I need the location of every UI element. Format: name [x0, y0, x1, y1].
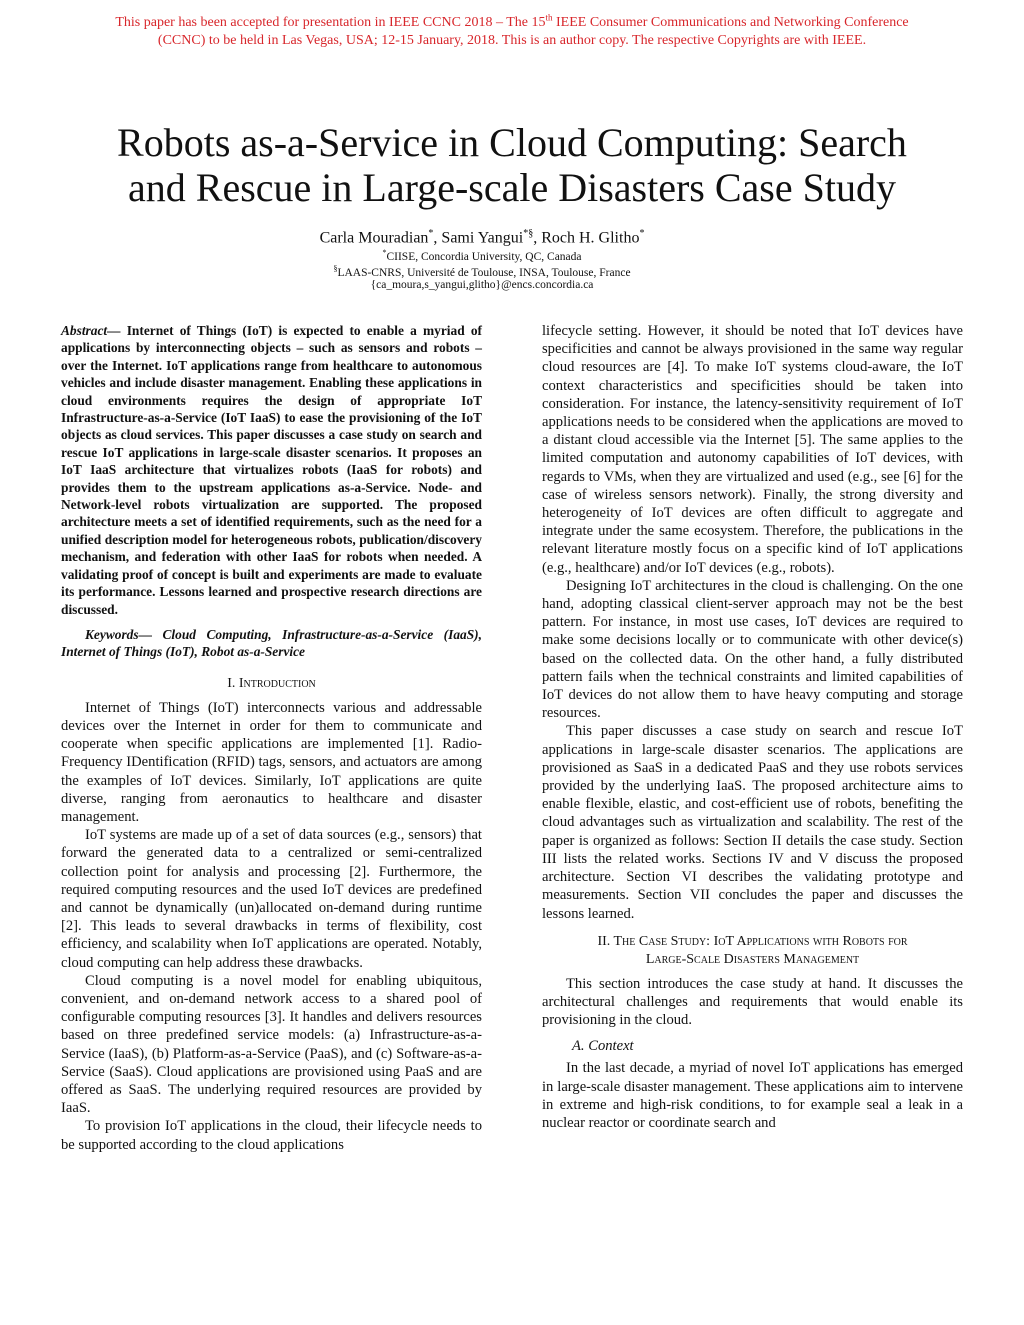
conference-notice — [0, 14, 1024, 50]
subsection-context-heading: A. Context — [572, 1038, 634, 1055]
affiliation-1-text: CIISE, Concordia University, QC, Canada — [386, 250, 582, 263]
section-1-heading: I. Introduction — [227, 675, 316, 691]
notice-superscript: th — [545, 12, 553, 23]
section-2-heading-line-1: II. The Case Study: IoT Applications with Robots for — [597, 933, 908, 949]
right-column — [542, 322, 963, 1132]
author-1-mark: * — [428, 228, 434, 239]
affiliation-1-mark: * — [382, 248, 387, 257]
abstract-text: Internet of Things (IoT) is expected to enable a myriad of applications by interconnecting objects – such as sensors and robots – over the Internet. IoT applications range from healthcare to autonomous vehicles and include disaster management. Enabling these applications in cloud environments requires the design of appropriate IoT Infrastructure-as-a-Service (IoT IaaS) to ease the provisioning of the IoT objects as cloud services. This paper discusses a case study on search and rescue IoT applications in large-scale disaster scenarios. It proposes an IoT IaaS architecture that virtualizes robots (IaaS for robots) and provides them to the upstream applications as-a-Service. Node- and Network-level robots virtualization are supported. The proposed architecture meets a set of identified requirements, such as the need for a unified description model for heterogeneous robots, publication/discovery mechanism, and federation with other IaaS for robots when needed. A validating proof of concept is built and experiments are made to evaluate its performance. Lessons learned and prospective research directions are discussed. — [61, 323, 482, 617]
author-3-mark: * — [639, 228, 645, 239]
notice-line-1-end: IEEE Consumer Communications and Networking Conference — [552, 15, 909, 30]
affiliation-2-text: LAAS-CNRS, Université de Toulouse, INSA, Toulouse, France — [337, 266, 631, 279]
intro-paragraph-6: This paper discusses a case study on search and rescue IoT applications in large-scale disaster scenarios. The applications are provisioned as SaaS in a dedicated PaaS and they use robots services provided by the underlying IaaS. The proposed architecture aims to enable flexible, elastic, and cost-efficient use of robots, benefiting the cloud advantages such as virtualization and scalability. The rest of the paper is organized as follows: Section II details the case study. Section III lists the related works. Sections IV and V discuss the proposed architecture. Section VI describes the validating prototype and measurements. Section VII concludes the paper and discusses the lessons learned. — [542, 723, 963, 922]
title-line-2: and Rescue in Large-scale Disasters Case Study — [128, 165, 896, 210]
abstract-label: Abstract— — [61, 323, 121, 338]
paper-title — [40, 120, 984, 210]
section-2-heading — [542, 933, 963, 969]
title-line-1: Robots as-a-Service in Cloud Computing: Search — [117, 120, 907, 165]
intro-paragraph-5: Designing IoT architectures in the cloud is challenging. On the one hand, adopting classical client-server approach may not be the best pattern. For instance, in most use cases, IoT devices are required to make some decisions locally or to communicate with other device(s) based on the collected data. On the other hand, a fully distributed pattern fails when the technical constraints and limited capabilities of IoT devices do not allow them to have heavy computing and storage resources. — [542, 577, 963, 722]
intro-paragraph-3: Cloud computing is a novel model for enabling ubiquitous, convenient, and on-demand network access to a shared pool of configurable computing resources [3]. It handles and delivers resources based on three predefined service models: (a) Infrastructure-as-a-Service (IaaS), (b) Platform-as-a-Service (PaaS), and (c) Software-as-a-Service (SaaS). Cloud applications are provisioned using PaaS and are offered as SaaS. The underlying required resources are provided by IaaS. — [61, 972, 482, 1117]
abstract — [61, 322, 482, 618]
section-2-paragraph-1: This section introduces the case study at hand. It discusses the architectural challenges and requirements that would enable its provisioning in the cloud. — [542, 975, 963, 1029]
intro-paragraph-2: IoT systems are made up of a set of data sources (e.g., sensors) that forward the generated data to a centralized or semi-centralized collection point for analysis and processing [2]. Furthermore, the required computing resources and the used IoT devices are predefined and cannot be dynamically (un)allocated on-demand during runtime [2]. This leads to several drawbacks in terms of flexibility, cost efficiency, and scalability when IoT applications are operated. Notably, cloud computing can help address these drawbacks. — [61, 827, 482, 971]
author-emails: {ca_moura,s_yangui,glitho}@encs.concordia.ca — [370, 279, 594, 291]
intro-paragraph-4: To provision IoT applications in the cloud, their lifecycle needs to be supported according to the cloud applications — [61, 1118, 482, 1153]
left-column — [61, 322, 482, 1154]
section-2-heading-line-2: Large-Scale Disasters Management — [645, 951, 860, 967]
intro-paragraph-1: Internet of Things (IoT) interconnects various and addressable devices over the Internet in order for them to communicate and cooperate when specific applications are implemented [1]. Radio-Frequency IDentification (RFID) tags, sensors, and actuators are among the examples of IoT devices. Similarly, IoT applications are quite diverse, ranging from aeronautics to healthcare and disaster management. — [61, 699, 482, 825]
notice-line-2: (CCNC) to be held in Las Vegas, USA; 12-15 January, 2018. This is an author copy. The respective Copyrights are with IEEE. — [157, 33, 867, 48]
author-2: , Sami Yangui — [433, 229, 524, 247]
keywords-label: Keywords— — [85, 626, 152, 642]
intro-paragraph-4-cont: lifecycle setting. However, it should be noted that IoT devices have specificities and cannot be always provisioned in the same way regular cloud resources are [4]. To make IoT systems cloud-aware, the IoT context characteristics and specificities should be taken into consideration. For instance, the latency-sensitivity requirement of IoT applications needs to be considered when the applications are moved to a distant cloud accessible via the Internet [5]. The same applies to the limited computation and autonomy capabilities of IoT devices, with regards to VMs, when they are virtualized and used (e.g., see [6] for the case of wireless sensors network). Finally, the strong diversity and heterogeneity of IoT devices are often difficult to aggregate and integrate under the same ecosystem. Therefore, the publications in the relevant literature mostly focus on a specific kind of IoT applications (e.g., healthcare) and/or IoT devices (e.g., robots). — [542, 323, 963, 576]
author-list — [0, 224, 964, 248]
keywords-text: Cloud Computing, Infrastructure-as-a-Service (IaaS), Internet of Things (IoT), Robot as-a-Service — [61, 626, 482, 660]
affiliation-2-mark: § — [333, 264, 338, 273]
keywords — [61, 626, 482, 661]
author-3: , Roch H. Glitho — [533, 229, 640, 247]
section-2-paragraph-2: In the last decade, a myriad of novel IoT applications has emerged in large-scale disaster management. These applications aim to intervene in extreme and high-risk conditions, to for example seal a leak in a nuclear reactor or coordinate search and — [542, 1060, 963, 1131]
author-1: Carla Mouradian — [319, 229, 429, 247]
notice-line-1 — [0, 14, 1024, 32]
notice-line-1-text: This paper has been accepted for presentation in IEEE CCNC 2018 – The 15 — [115, 15, 546, 30]
author-2-mark: *§ — [523, 228, 534, 239]
